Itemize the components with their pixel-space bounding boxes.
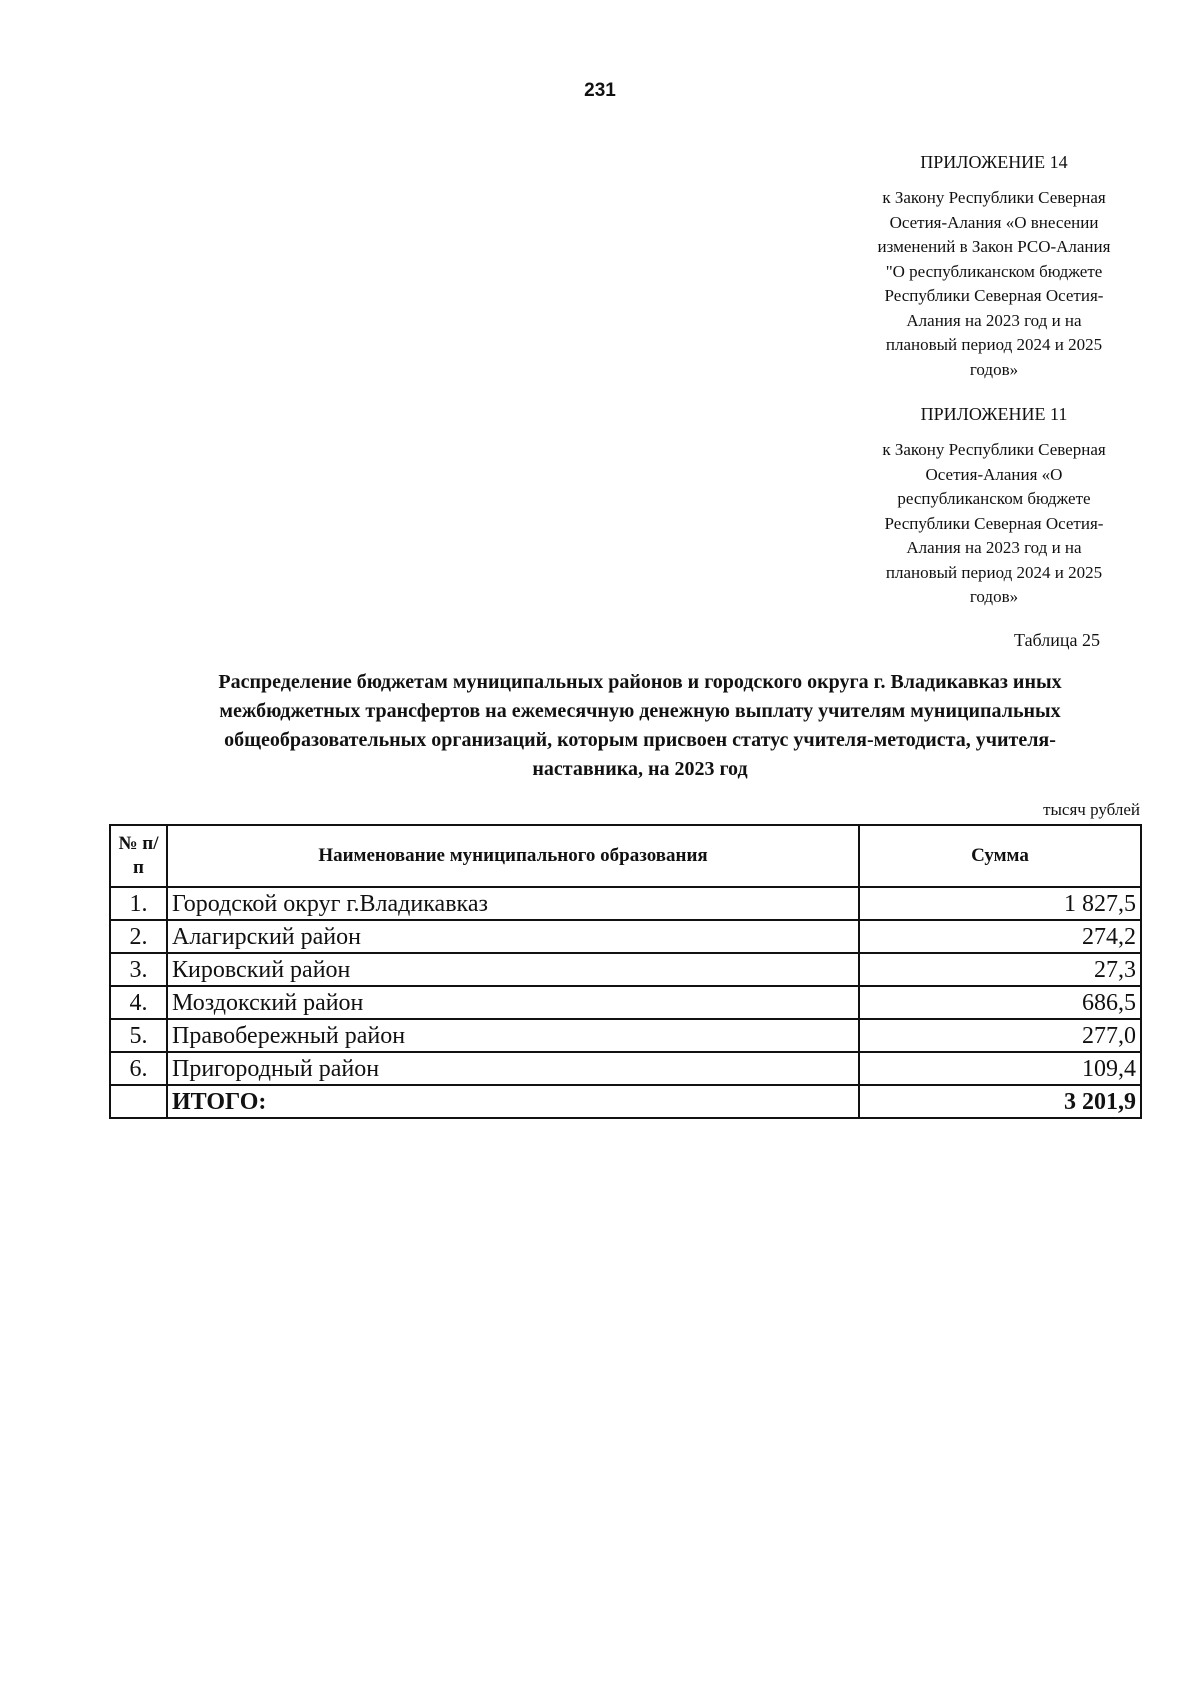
municipality-name: Моздокский район (167, 986, 859, 1019)
appendix-11-line: Осетия-Алания «О (925, 464, 1063, 484)
municipality-name: Кировский район (167, 953, 859, 986)
table-row (110, 1052, 1141, 1085)
document-title-line: межбюджетных трансфертов на ежемесячную денежную выплату учителям муниципальных (219, 700, 1061, 722)
appendix-14-title: ПРИЛОЖЕНИЕ 14 (920, 152, 1068, 172)
table-row (110, 953, 1141, 986)
table-row (110, 986, 1141, 1019)
appendix-14-line: Осетия-Алания «О внесении (889, 212, 1099, 232)
document-title-line: наставника, на 2023 год (532, 758, 748, 780)
appendix-11-line: республиканском бюджете (897, 489, 1091, 508)
total-row (110, 1085, 1141, 1118)
table-row (110, 887, 1141, 920)
document-title-line: общеобразовательных организаций, которым присвоен статус учителя-методиста, учителя- (224, 729, 1056, 751)
municipality-name: Городской округ г.Владикавказ (167, 887, 859, 920)
budget-table (109, 824, 1142, 1119)
appendix-14-line: Республики Северная Осетия- (884, 286, 1104, 305)
total-amount: 3 201,9 (859, 1085, 1141, 1118)
amount: 109,4 (859, 1052, 1141, 1085)
appendix-14-text (860, 186, 1128, 382)
row-number: 5. (110, 1019, 167, 1052)
appendix-11-line: плановый период 2024 и 2025 (885, 562, 1103, 582)
table-header-row (110, 825, 1141, 887)
appendix-11-line: годов» (969, 587, 1019, 606)
appendix-14-line: к Закону Республики Северная (882, 188, 1106, 207)
appendix-11-line: Алания на 2023 год и на (906, 538, 1082, 557)
appendix-11-line: Республики Северная Осетия- (884, 513, 1104, 533)
header-name: Наименование муниципального образования (167, 825, 859, 887)
header-num: № п/п (110, 825, 167, 887)
appendix-14-line: годов» (969, 359, 1019, 379)
amount: 27,3 (859, 953, 1141, 986)
row-number: 3. (110, 953, 167, 986)
row-number: 6. (110, 1052, 167, 1085)
row-number: 4. (110, 986, 167, 1019)
amount: 1 827,5 (859, 887, 1141, 920)
total-number (110, 1085, 167, 1118)
appendix-11-title: ПРИЛОЖЕНИЕ 11 (920, 404, 1068, 424)
appendix-14-line: "О республиканском бюджете (885, 261, 1103, 281)
appendix-14-block (860, 150, 1128, 382)
table-row (110, 920, 1141, 953)
total-label: ИТОГО: (167, 1085, 859, 1118)
document-title-line: Распределение бюджетам муниципальных районов и городского округа г. Владикавказ иных (218, 671, 1062, 693)
appendix-11-line: к Закону Республики Северная (882, 440, 1106, 459)
municipality-name: Правобережный район (167, 1019, 859, 1052)
amount: 686,5 (859, 986, 1141, 1019)
table-label: Таблица 25 (1014, 630, 1100, 650)
units-label: тысяч рублей (1043, 800, 1140, 819)
row-number: 2. (110, 920, 167, 953)
appendix-14-line: плановый период 2024 и 2025 (885, 335, 1103, 354)
appendix-11-text (860, 438, 1128, 610)
row-number: 1. (110, 887, 167, 920)
header-sum: Сумма (859, 825, 1141, 887)
appendix-11-block (860, 402, 1128, 610)
appendix-14-line: Алания на 2023 год и на (906, 310, 1082, 330)
document-title (120, 668, 1160, 784)
municipality-name: Пригородный район (167, 1052, 859, 1085)
amount: 277,0 (859, 1019, 1141, 1052)
amount: 274,2 (859, 920, 1141, 953)
page-number: 231 (584, 80, 616, 101)
appendix-14-line: изменений в Закон РСО-Алания (877, 237, 1111, 256)
table-row (110, 1019, 1141, 1052)
municipality-name: Алагирский район (167, 920, 859, 953)
